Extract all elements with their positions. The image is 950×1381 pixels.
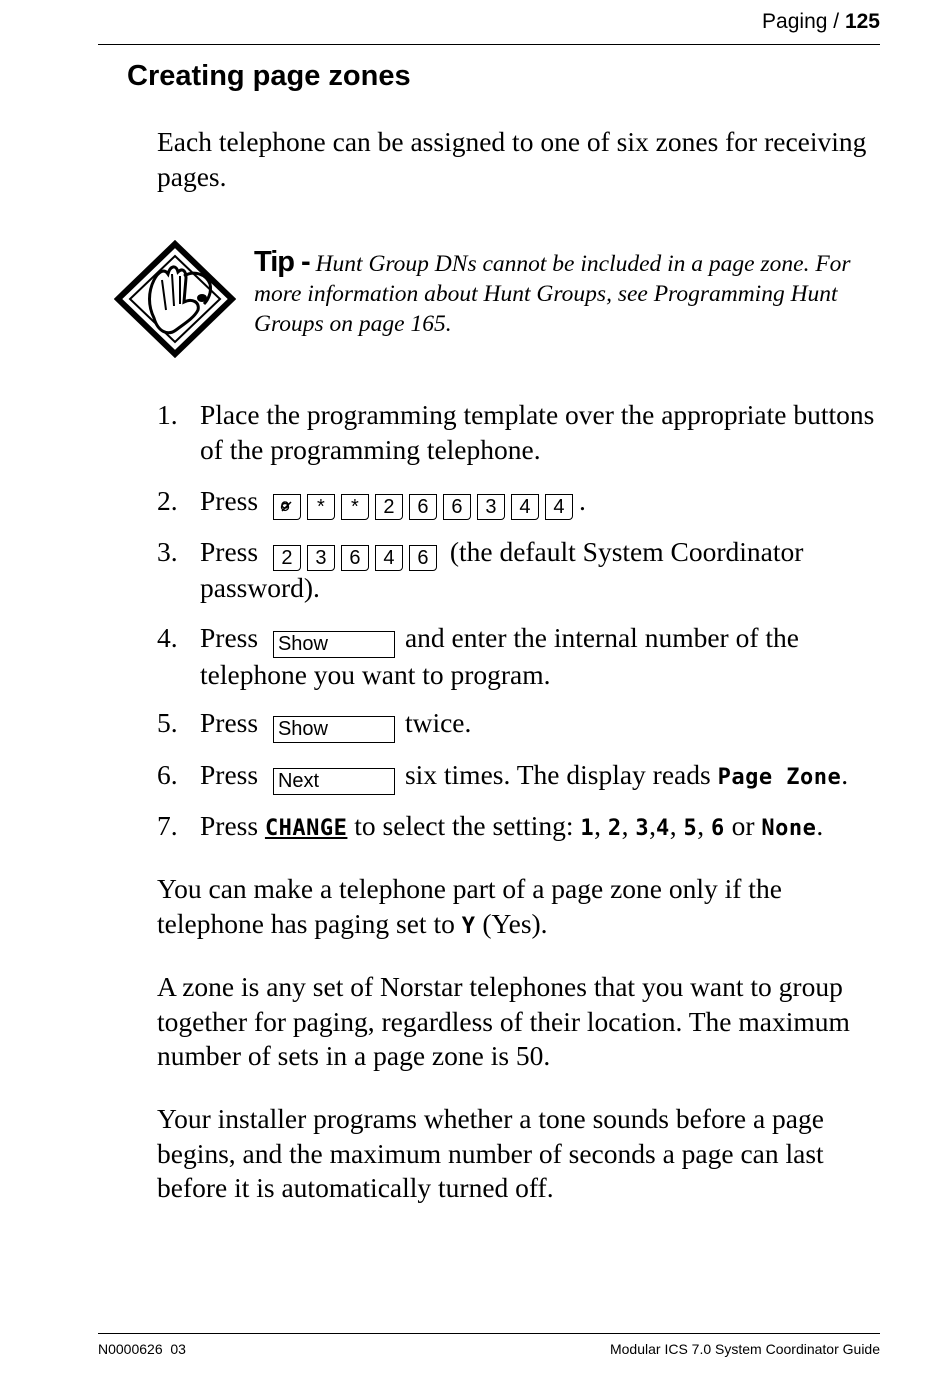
zone-option: 5 bbox=[683, 816, 698, 841]
press-label: Press bbox=[200, 707, 259, 738]
key-digit: 4 bbox=[545, 494, 573, 520]
zone-definition-paragraph: A zone is any set of Norstar telephones that you want to group together for paging, regardless of their location. The maximum number of sets in a page zone is 50. bbox=[157, 971, 850, 1071]
step-text: to select the setting: bbox=[354, 810, 574, 841]
next-softkey: Next bbox=[273, 768, 395, 795]
press-label: Press bbox=[200, 759, 259, 790]
step-number: 3. bbox=[157, 536, 178, 567]
document-number: N0000626 03 bbox=[98, 1341, 186, 1357]
guide-title: Modular ICS 7.0 System Coordinator Guide bbox=[609, 1341, 880, 1357]
header-section: Paging / bbox=[762, 10, 840, 33]
step-number: 2. bbox=[157, 485, 178, 516]
step-number: 7. bbox=[157, 810, 178, 841]
key-digit: 6 bbox=[409, 494, 437, 520]
step-number: 6. bbox=[157, 759, 178, 790]
press-label: Press bbox=[200, 536, 259, 567]
paragraph-text: (Yes). bbox=[482, 907, 548, 939]
zone-option: 2 bbox=[607, 816, 622, 841]
header-rule bbox=[98, 44, 880, 45]
step-end: . bbox=[841, 759, 849, 790]
intro-paragraph: Each telephone can be assigned to one of six zones for receiving pages. bbox=[157, 126, 867, 192]
or-text: or bbox=[731, 810, 755, 841]
key-digit: 2 bbox=[273, 545, 301, 571]
step-number: 4. bbox=[157, 622, 178, 653]
change-display-key: CHANGE bbox=[264, 816, 348, 841]
step-text: Place the programming template over the appropriate buttons of the programming telephone. bbox=[200, 399, 875, 465]
step-end: . bbox=[816, 810, 824, 841]
page-number: 125 bbox=[844, 10, 880, 33]
zone-option: 6 bbox=[710, 816, 725, 841]
step-number: 5. bbox=[157, 707, 178, 738]
tip-text: Hunt Group DNs cannot be included in a page zone. For more information about Hunt Groups, see Programming Hunt Groups on page 165. bbox=[254, 251, 851, 337]
show-softkey: Show bbox=[273, 631, 395, 658]
key-digit: 4 bbox=[511, 494, 539, 520]
press-label: Press bbox=[200, 810, 259, 841]
press-label: Press bbox=[200, 622, 259, 653]
show-softkey: Show bbox=[273, 716, 395, 743]
section-title: Creating page zones bbox=[127, 60, 411, 92]
zone-option: 4 bbox=[655, 816, 670, 841]
feature-key-icon bbox=[273, 494, 301, 520]
footer-rule bbox=[98, 1333, 880, 1334]
paragraph-text: You can make a telephone part of a page zone only if the telephone has paging set to bbox=[157, 873, 782, 939]
running-header bbox=[762, 10, 880, 34]
step-text: and enter the internal number of the telephone you want to program. bbox=[200, 622, 799, 690]
display-text: Page Zone bbox=[717, 765, 842, 790]
key-digit: 4 bbox=[375, 545, 403, 571]
key-star: * bbox=[341, 494, 369, 520]
zone-option: 1 bbox=[580, 816, 595, 841]
key-digit: 3 bbox=[477, 494, 505, 520]
step-end: . bbox=[578, 485, 586, 516]
zone-option: 3 bbox=[635, 816, 650, 841]
key-digit: 6 bbox=[341, 545, 369, 571]
key-digit: 3 bbox=[307, 545, 335, 571]
key-digit: 6 bbox=[409, 545, 437, 571]
key-digit: 6 bbox=[443, 494, 471, 520]
tip-note bbox=[254, 247, 884, 339]
step-text: twice. bbox=[404, 707, 472, 738]
step-text: (the default System Coordinator password). bbox=[200, 536, 804, 603]
zone-option-none: None bbox=[761, 816, 817, 841]
tip-label: Tip - bbox=[254, 246, 310, 278]
installer-paragraph: Your installer programs whether a tone sounds before a page begins, and the maximum number of seconds a page can last before it is automatically turned off. bbox=[157, 1103, 824, 1203]
display-value: Y bbox=[461, 913, 476, 939]
step-number: 1. bbox=[157, 399, 178, 430]
step-text: six times. The display reads bbox=[404, 759, 711, 790]
key-star: * bbox=[307, 494, 335, 520]
tip-hand-diamond-icon bbox=[114, 240, 236, 358]
press-label: Press bbox=[200, 485, 259, 516]
zone-membership-paragraph bbox=[157, 872, 887, 944]
key-digit: 2 bbox=[375, 494, 403, 520]
